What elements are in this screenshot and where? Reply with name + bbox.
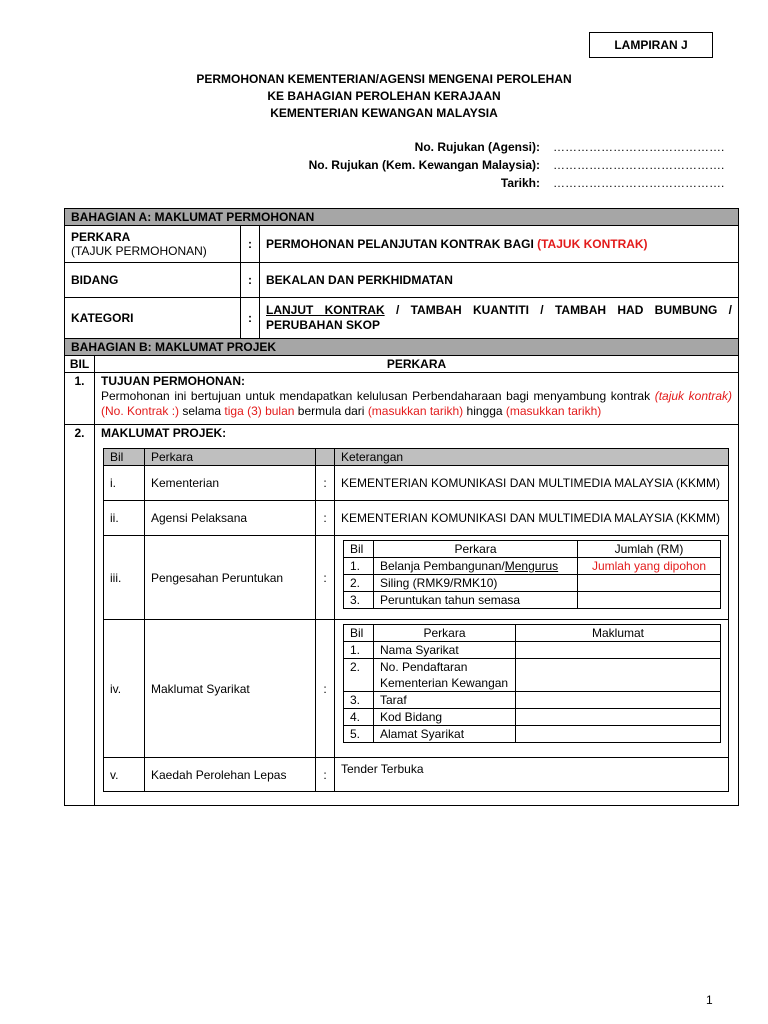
kategori-options: / TAMBAH KUANTITI / TAMBAH HAD BUMBUNG / PERUBAHAN SKOP (266, 303, 732, 332)
project-perkara-header: Perkara (145, 449, 316, 466)
tarikh-akhir-placeholder: (masukkan tarikh) (505, 404, 602, 418)
syarikat-row-number: 4. (344, 709, 374, 726)
ref-kewangan-label: No. Rujukan (Kem. Kewangan Malaysia): (308, 158, 540, 172)
lampiran-label: LAMPIRAN J (589, 32, 713, 58)
kaedah-perolehan-value: Tender Terbuka (335, 758, 729, 792)
peruntukan-row-number: 2. (344, 575, 374, 592)
syarikat-row-label: No. Pendaftaran Kementerian Kewangan (374, 659, 516, 692)
peruntukan-row (344, 575, 721, 592)
ref-kewangan-value: ……………………………………. (553, 158, 725, 172)
perkara-label: PERKARA (71, 230, 131, 244)
perkara-sublabel: (TAJUK PERMOHONAN) (71, 244, 207, 258)
tujuan-cell (95, 373, 739, 425)
kategori-selected: LANJUT KONTRAK (266, 303, 385, 317)
peruntukan-row-number: 1. (344, 558, 374, 575)
peruntukan-header-row (344, 541, 721, 558)
perkara-value-placeholder: (TAJUK KONTRAK) (537, 237, 648, 251)
tempoh-placeholder: tiga (3) bulan (224, 404, 295, 418)
kementerian-label: Kementerian (145, 466, 316, 501)
section-a-header: BAHAGIAN A: MAKLUMAT PERMOHONAN (65, 209, 739, 226)
syarikat-row-label: Nama Syarikat (374, 642, 516, 659)
maklumat-projek-number: 2. (65, 425, 95, 806)
pengesahan-peruntukan-row (104, 536, 729, 620)
maklumat-projek-row (65, 425, 739, 806)
bidang-label: BIDANG (65, 263, 241, 298)
kementerian-value: KEMENTERIAN KOMUNIKASI DAN MULTIMEDIA MALAYSIA (KKMM) (335, 466, 729, 501)
kaedah-perolehan-row (104, 758, 729, 792)
syarikat-perkara-header: Perkara (374, 625, 516, 642)
syarikat-maklumat-header: Maklumat (516, 625, 721, 642)
syarikat-row-number: 3. (344, 692, 374, 709)
no-kontrak-placeholder: (No. Kontrak :) (101, 404, 180, 418)
syarikat-row-value (516, 659, 721, 692)
project-keterangan-header: Keterangan (335, 449, 729, 466)
perkara-value-cell (260, 226, 739, 263)
perkara-row (65, 226, 739, 263)
syarikat-bil-header: Bil (344, 625, 374, 642)
pengesahan-peruntukan-cell (335, 536, 729, 620)
pengesahan-peruntukan-colon: : (316, 536, 335, 620)
project-colon-header (316, 449, 335, 466)
peruntukan-tahun-semasa-text: Peruntukan tahun semasa (374, 592, 578, 609)
syarikat-row-label: Alamat Syarikat (374, 726, 516, 743)
tujuan-number: 1. (65, 373, 95, 425)
maklumat-syarikat-number: iv. (104, 620, 145, 758)
syarikat-row (344, 709, 721, 726)
syarikat-row (344, 659, 721, 692)
kategori-value-cell (260, 298, 739, 339)
kementerian-number: i. (104, 466, 145, 501)
tajuk-kontrak-placeholder: (tajuk kontrak) (654, 389, 732, 403)
agensi-pelaksana-number: ii. (104, 501, 145, 536)
syarikat-table (343, 624, 721, 743)
pengesahan-peruntukan-number: iii. (104, 536, 145, 620)
bidang-value: BEKALAN DAN PERKHIDMATAN (260, 263, 739, 298)
peruntukan-row-text (374, 558, 578, 575)
document-title-line-1: PERMOHONAN KEMENTERIAN/AGENSI MENGENAI PEROLEHAN (196, 72, 572, 86)
syarikat-header-row (344, 625, 721, 642)
agensi-pelaksana-colon: : (316, 501, 335, 536)
mengurus-text: Mengurus (504, 559, 559, 573)
maklumat-projek-cell (95, 425, 739, 806)
perkara-label-cell (65, 226, 241, 263)
project-details-table (103, 448, 729, 792)
document-title-line-2: KE BAHAGIAN PEROLEHAN KERAJAAN (267, 89, 501, 103)
section-b-header: BAHAGIAN B: MAKLUMAT PROJEK (65, 339, 739, 356)
kementerian-colon: : (316, 466, 335, 501)
bidang-colon: : (241, 263, 260, 298)
maklumat-syarikat-row (104, 620, 729, 758)
syarikat-row-number: 2. (344, 659, 374, 692)
kategori-colon: : (241, 298, 260, 339)
maklumat-syarikat-label: Maklumat Syarikat (145, 620, 316, 758)
peruntukan-bil-header: Bil (344, 541, 374, 558)
syarikat-row (344, 726, 721, 743)
syarikat-row-value (516, 709, 721, 726)
peruntukan-row-number: 3. (344, 592, 374, 609)
peruntukan-jumlah-header: Jumlah (RM) (578, 541, 721, 558)
bil-column-header: BIL (65, 356, 95, 373)
page-number: 1 (706, 993, 713, 1007)
peruntukan-row (344, 592, 721, 609)
project-details-header-row (104, 449, 729, 466)
project-bil-header: Bil (104, 449, 145, 466)
syarikat-row (344, 642, 721, 659)
syarikat-row-value (516, 642, 721, 659)
tujuan-text-part-2: selama (179, 404, 225, 418)
maklumat-syarikat-colon: : (316, 620, 335, 758)
kaedah-perolehan-number: v. (104, 758, 145, 792)
jumlah-dipohon-placeholder: Jumlah yang dipohon (578, 558, 721, 575)
tujuan-title: TUJUAN PERMOHONAN: (101, 374, 245, 388)
agensi-pelaksana-row (104, 501, 729, 536)
siling-amount (578, 575, 721, 592)
belanja-pembangunan-text: Belanja Pembangunan/ (380, 559, 505, 573)
tujuan-text-part-1: Permohonan ini bertujuan untuk mendapatkan kelulusan Perbendaharaan bagi menyambung kontrak (101, 389, 655, 403)
perkara-colon: : (241, 226, 260, 263)
syarikat-row-value (516, 726, 721, 743)
section-b-column-header-row (65, 356, 739, 373)
tarikh-value: ……………………………………. (553, 176, 725, 190)
tujuan-row (65, 373, 739, 425)
tujuan-text (101, 389, 732, 419)
tarikh-mula-placeholder: (masukkan tarikh) (367, 404, 464, 418)
peruntukan-perkara-header: Perkara (374, 541, 578, 558)
siling-text: Siling (RMK9/RMK10) (374, 575, 578, 592)
section-a-header-row (65, 209, 739, 226)
agensi-pelaksana-label: Agensi Pelaksana (145, 501, 316, 536)
kategori-row (65, 298, 739, 339)
bidang-row (65, 263, 739, 298)
section-b-header-row (65, 339, 739, 356)
kaedah-perolehan-label: Kaedah Perolehan Lepas (145, 758, 316, 792)
maklumat-syarikat-cell (335, 620, 729, 758)
perkara-column-header: PERKARA (95, 356, 739, 373)
pengesahan-peruntukan-label: Pengesahan Peruntukan (145, 536, 316, 620)
syarikat-row-number: 1. (344, 642, 374, 659)
tujuan-text-part-4: hingga (463, 404, 506, 418)
application-form-table (64, 208, 739, 806)
syarikat-row-label: Kod Bidang (374, 709, 516, 726)
kementerian-row (104, 466, 729, 501)
maklumat-projek-title: MAKLUMAT PROJEK: (101, 426, 227, 440)
syarikat-row-value (516, 692, 721, 709)
ref-agensi-label: No. Rujukan (Agensi): (414, 140, 540, 154)
perkara-value: PERMOHONAN PELANJUTAN KONTRAK BAGI (266, 237, 538, 251)
peruntukan-table (343, 540, 721, 609)
kategori-label: KATEGORI (65, 298, 241, 339)
syarikat-row-label: Taraf (374, 692, 516, 709)
tujuan-text-part-3: bermula dari (294, 404, 368, 418)
document-title-line-3: KEMENTERIAN KEWANGAN MALAYSIA (270, 106, 498, 120)
syarikat-row-number: 5. (344, 726, 374, 743)
agensi-pelaksana-value: KEMENTERIAN KOMUNIKASI DAN MULTIMEDIA MALAYSIA (KKMM) (335, 501, 729, 536)
syarikat-row (344, 692, 721, 709)
ref-agensi-value: ……………………………………. (553, 140, 725, 154)
peruntukan-row (344, 558, 721, 575)
peruntukan-tahun-semasa-amount (578, 592, 721, 609)
kaedah-perolehan-colon: : (316, 758, 335, 792)
tarikh-label: Tarikh: (500, 176, 540, 190)
